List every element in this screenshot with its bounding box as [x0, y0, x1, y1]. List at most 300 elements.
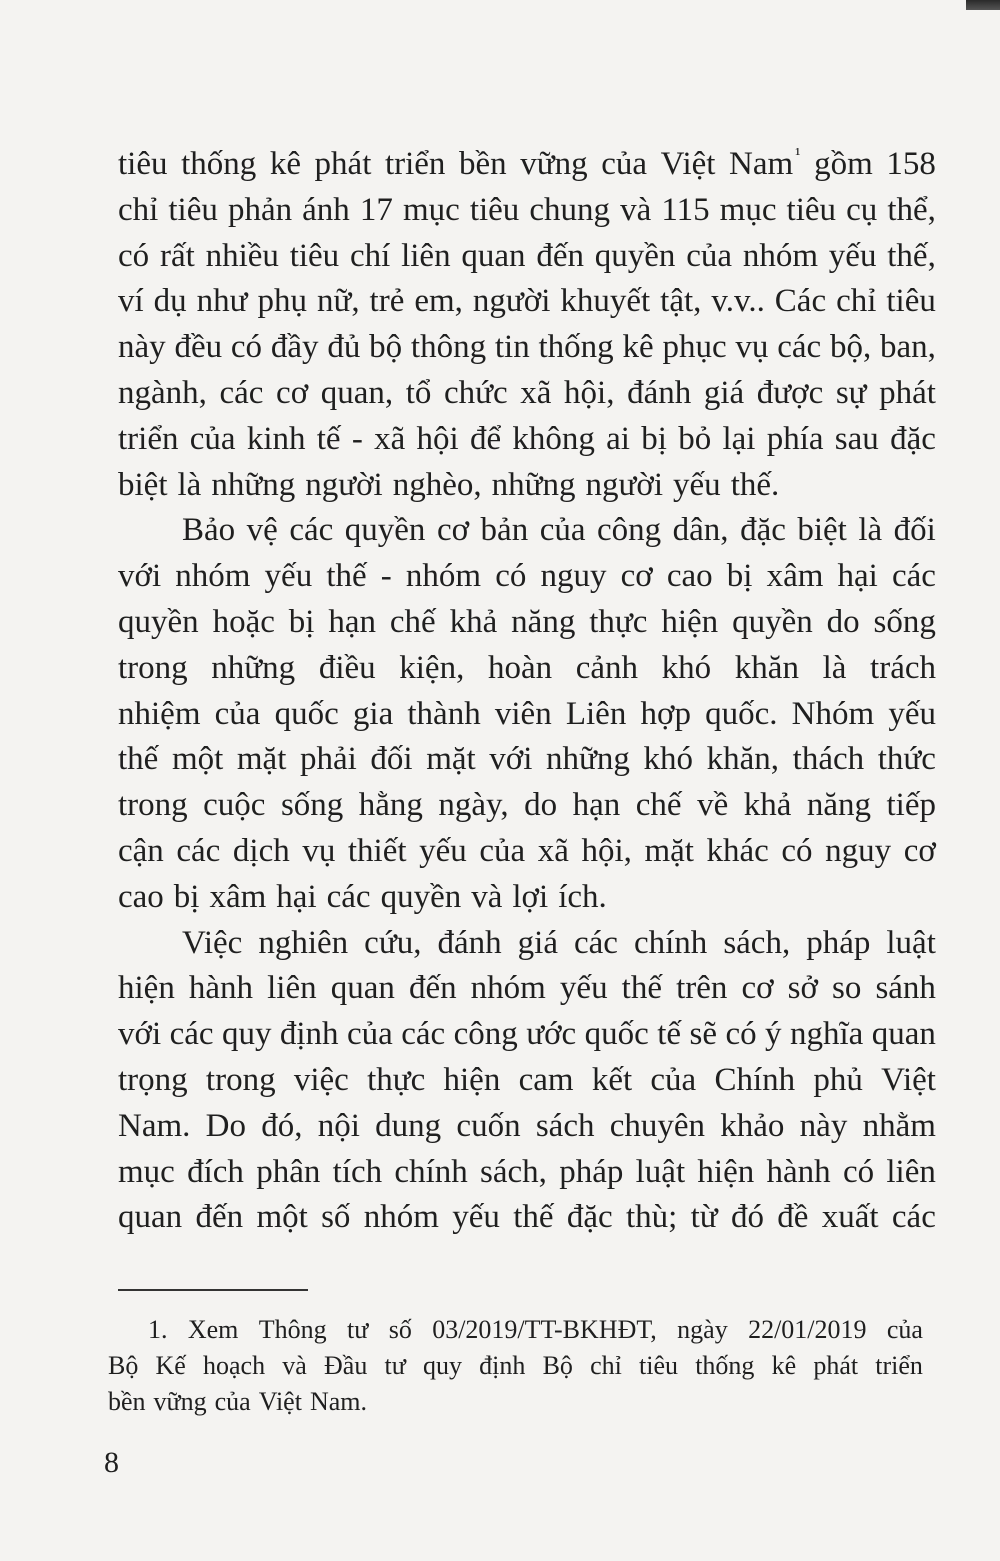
- word: thù;: [625, 1199, 678, 1236]
- word: là: [177, 466, 202, 503]
- footnote-word: và: [282, 1351, 307, 1380]
- word: tế: [657, 1016, 682, 1053]
- text-line: [118, 783, 936, 829]
- footnote-word: Thông: [258, 1315, 327, 1344]
- text-line: [118, 646, 936, 692]
- word: vệ: [246, 512, 278, 549]
- footnote-word: tư: [347, 1315, 369, 1344]
- footnote-word: Kế: [155, 1351, 186, 1380]
- text-line: [118, 554, 936, 600]
- word: các: [326, 878, 371, 915]
- word: với: [489, 741, 533, 778]
- word: pháp: [559, 1153, 624, 1190]
- footnote-reference: ¹: [795, 144, 801, 164]
- word: nghiên: [258, 924, 349, 961]
- word: nguy: [540, 558, 607, 595]
- word: và: [471, 878, 503, 915]
- footnote-word: Bộ: [542, 1351, 573, 1380]
- word: trẻ: [369, 283, 405, 320]
- word: hoặc: [212, 603, 275, 640]
- word: phục: [662, 329, 727, 366]
- word: quan: [871, 1016, 936, 1053]
- word: cuốn: [456, 1107, 521, 1144]
- word: phía: [766, 420, 824, 457]
- word: vụ: [735, 329, 769, 366]
- word: cảnh: [575, 649, 639, 686]
- word: quyền: [732, 603, 813, 640]
- footnote-line: [108, 1312, 923, 1348]
- word: đánh: [437, 924, 502, 961]
- word: nhóm: [405, 558, 482, 595]
- word: cơ: [741, 970, 774, 1007]
- word: 158: [886, 146, 936, 182]
- word: chung: [529, 191, 611, 228]
- footnote-word: 1.: [148, 1315, 168, 1344]
- word: kinh: [246, 420, 306, 457]
- word: nguy: [825, 832, 892, 869]
- word: chí: [349, 237, 391, 274]
- word: yếu: [673, 466, 721, 503]
- word: phát: [314, 146, 372, 182]
- word: phụ: [257, 283, 307, 320]
- word: pháp: [806, 924, 871, 961]
- footnote-word: của: [886, 1315, 923, 1344]
- footnote-word: vững: [153, 1387, 207, 1416]
- word: Bảo: [182, 512, 236, 549]
- footnote-word: Việt: [258, 1387, 302, 1416]
- word: 17: [359, 191, 393, 228]
- word: sự: [835, 374, 867, 411]
- word: yếu: [452, 1199, 500, 1236]
- text-line: [118, 1150, 936, 1196]
- word: ý: [765, 1016, 782, 1053]
- word: và: [620, 191, 652, 228]
- word: tích: [332, 1153, 383, 1190]
- word: quyền: [344, 512, 426, 549]
- word: Việt: [881, 1061, 936, 1098]
- footnote-word: số: [388, 1315, 412, 1344]
- word: khó: [643, 741, 694, 778]
- word: quyền: [380, 878, 462, 915]
- word: viên: [494, 695, 552, 732]
- word: mục: [402, 191, 460, 228]
- word: liên: [401, 237, 451, 274]
- word: quốc: [584, 1016, 649, 1053]
- footnote-word: chỉ: [590, 1351, 622, 1380]
- word: cuộc: [203, 787, 266, 824]
- word: hội,: [564, 374, 615, 411]
- word: để: [469, 420, 502, 457]
- word: thế,: [887, 237, 936, 274]
- word: ngành,: [118, 374, 207, 411]
- text-line: [118, 600, 936, 646]
- word: tiếp: [886, 787, 936, 824]
- word: triển: [118, 420, 179, 457]
- word: người: [585, 466, 664, 503]
- word: khảo: [720, 1107, 785, 1144]
- word: mặt: [236, 741, 287, 778]
- word: thế: [118, 741, 159, 778]
- word: bị: [726, 558, 753, 595]
- word: cơ: [436, 512, 470, 549]
- word: của: [479, 832, 526, 869]
- word: phân: [256, 1153, 321, 1190]
- word: đặc: [740, 512, 786, 549]
- word: tiêu: [289, 237, 340, 274]
- word: những: [546, 741, 630, 778]
- footnote-word: quy: [423, 1351, 462, 1380]
- word: khả: [449, 603, 498, 640]
- word: số: [321, 1199, 351, 1236]
- word: sách: [535, 1107, 595, 1144]
- word: nhiều: [205, 237, 279, 274]
- text-line: [118, 1104, 936, 1150]
- word: Việc: [182, 924, 243, 961]
- word: kiện,: [399, 649, 465, 686]
- word: này: [118, 329, 166, 366]
- word: phản: [227, 191, 293, 228]
- word: hành: [766, 1153, 831, 1190]
- word: luật: [886, 924, 936, 961]
- word: các: [777, 329, 822, 366]
- word: phải: [299, 741, 357, 778]
- footnote-word: Đầu: [324, 1351, 368, 1380]
- text-line: [118, 325, 936, 371]
- footnote-word: định: [479, 1351, 526, 1380]
- word: hiện: [661, 603, 719, 640]
- word: nhóm: [470, 970, 546, 1007]
- word: tin: [494, 329, 530, 366]
- word: hạn: [328, 603, 376, 640]
- footnote-word: hoạch: [203, 1351, 266, 1380]
- word: này: [799, 1107, 848, 1144]
- word: mục: [719, 191, 777, 228]
- word: gồm: [814, 146, 873, 182]
- word: nghĩa: [789, 1016, 864, 1053]
- word: đầy: [270, 329, 319, 366]
- word: đánh: [627, 374, 692, 411]
- word: nhóm: [742, 237, 818, 274]
- word: sẽ: [689, 1016, 717, 1053]
- word: hiện: [443, 1061, 501, 1098]
- word: quan: [330, 970, 395, 1007]
- word: nhóm: [363, 1199, 439, 1236]
- word: là: [858, 512, 883, 549]
- word: sau: [834, 420, 879, 457]
- footnote-word: Bộ: [108, 1351, 139, 1380]
- word: tổ: [405, 374, 432, 411]
- word: quốc: [274, 695, 339, 732]
- word: tiêu: [469, 191, 520, 228]
- word: xâm: [766, 558, 824, 595]
- word: Chính: [714, 1061, 796, 1098]
- word: nữ,: [316, 283, 360, 320]
- word: như: [196, 283, 248, 320]
- word: không: [512, 420, 595, 457]
- word: giá: [703, 374, 745, 411]
- footnote-word: triển: [875, 1351, 923, 1380]
- word: xã: [537, 832, 569, 869]
- word: chính: [633, 924, 708, 961]
- word: hội: [416, 420, 459, 457]
- footnote-word: 03/2019/TT-BKHĐT,: [432, 1315, 657, 1344]
- word: xâm: [209, 878, 267, 915]
- word: định: [279, 1016, 339, 1053]
- word: các: [574, 924, 618, 961]
- word: Do: [205, 1107, 246, 1144]
- word: những: [491, 466, 576, 503]
- word: khả: [743, 787, 792, 824]
- text-line: [118, 463, 936, 509]
- word: khăn: [734, 649, 799, 686]
- word: nội: [317, 1107, 360, 1144]
- text-line: [118, 417, 936, 463]
- footnote-divider: [118, 1289, 308, 1291]
- word: các: [176, 832, 221, 869]
- word: hành: [188, 970, 254, 1007]
- word: hại: [837, 558, 878, 595]
- word: bộ,: [829, 329, 872, 366]
- word: của: [347, 1016, 393, 1053]
- word: bộ: [369, 329, 403, 366]
- word: nhằm: [862, 1107, 936, 1144]
- word: cụ: [846, 191, 878, 228]
- text-line: [118, 737, 936, 783]
- word: kết: [591, 1061, 633, 1098]
- text-line: [118, 875, 936, 921]
- word: bị: [641, 420, 667, 457]
- word: vững: [520, 146, 588, 182]
- text-line: [118, 279, 936, 325]
- word: hội,: [581, 832, 632, 869]
- word: các: [891, 558, 936, 595]
- word: rất: [159, 237, 195, 274]
- word: triển: [384, 146, 446, 182]
- footnote-line: [108, 1384, 923, 1420]
- word: các: [219, 374, 264, 411]
- word: những: [211, 649, 296, 686]
- text-line: [118, 142, 936, 188]
- word: yếu: [888, 695, 936, 732]
- word: việc: [293, 1061, 349, 1098]
- word: với: [118, 558, 162, 595]
- page-edge-shadow: [966, 0, 1000, 10]
- word: quan,: [320, 374, 394, 411]
- word: mặt: [644, 832, 694, 869]
- word: thực: [589, 603, 648, 640]
- word: xã: [374, 420, 406, 457]
- word: tiêu: [886, 283, 936, 320]
- word: của: [539, 512, 586, 549]
- word: một: [256, 1199, 308, 1236]
- word: ban,: [879, 329, 936, 366]
- footnote-line: [108, 1348, 923, 1384]
- footnote-word: tiêu: [639, 1351, 679, 1380]
- word: sách,: [723, 924, 791, 961]
- footnote-word: Xem: [187, 1315, 239, 1344]
- word: nghèo,: [392, 466, 482, 503]
- word: vụ: [302, 832, 336, 869]
- text-line: [118, 371, 936, 417]
- text-line: [118, 1058, 936, 1104]
- word: có: [230, 329, 263, 366]
- word: ví: [118, 283, 144, 320]
- word: chức: [444, 374, 508, 411]
- word: khăn,: [706, 741, 780, 778]
- word: thiết: [347, 832, 407, 869]
- word: cơ: [276, 374, 309, 411]
- word: lợi: [512, 878, 549, 915]
- word: công: [453, 1016, 518, 1053]
- word: quan: [118, 1199, 183, 1236]
- footnote-word: 22/01/2019: [748, 1315, 867, 1344]
- word: điều: [318, 649, 376, 686]
- word: trọng: [118, 1061, 188, 1098]
- word: sống: [280, 787, 344, 824]
- word: kê: [622, 329, 654, 366]
- main-body-text: [118, 142, 936, 1241]
- word: ngày,: [438, 787, 509, 824]
- word: của: [214, 695, 261, 732]
- word: thế: [326, 558, 367, 595]
- word: hạn: [572, 787, 621, 824]
- word: được: [756, 374, 824, 411]
- word: hoàn: [487, 649, 553, 686]
- word: yếu: [828, 237, 877, 274]
- text-line: [118, 1195, 936, 1241]
- word: liên: [886, 1153, 936, 1190]
- word: đề: [777, 1199, 809, 1236]
- word: bền: [459, 146, 507, 182]
- word: ích.: [558, 878, 607, 915]
- word: đối: [893, 512, 936, 549]
- word: Nhóm: [791, 695, 875, 732]
- word: kê: [269, 146, 301, 182]
- word: sở: [787, 970, 818, 1007]
- word: những: [211, 466, 296, 503]
- word: quốc.: [705, 695, 778, 732]
- text-line: [118, 966, 936, 1012]
- word: cận: [118, 832, 164, 869]
- word: cơ: [903, 832, 936, 869]
- word: thống: [538, 329, 614, 366]
- page-number: 8: [104, 1446, 119, 1479]
- word: thế.: [730, 466, 780, 503]
- text-line: [118, 508, 936, 554]
- word: chế: [635, 787, 682, 824]
- footnote-word: Nam.: [309, 1387, 367, 1416]
- footnote-word: ngày: [677, 1315, 728, 1344]
- word: quy: [221, 1016, 272, 1053]
- word: tật,: [660, 283, 702, 320]
- word: biệt: [118, 466, 168, 503]
- word: đủ: [327, 329, 361, 366]
- word: thông: [410, 329, 487, 366]
- word: thế: [621, 970, 662, 1007]
- word: nhóm: [175, 558, 251, 595]
- word: bỏ: [678, 420, 712, 457]
- word: yếu: [419, 832, 467, 869]
- word: thể,: [887, 191, 936, 228]
- word: phát: [879, 374, 936, 411]
- word: -: [351, 420, 363, 457]
- word: chỉ: [118, 191, 159, 228]
- footnote-word: tư: [384, 1351, 406, 1380]
- word: có: [725, 1016, 757, 1053]
- paragraph-3: [118, 921, 936, 1242]
- word: các: [169, 1016, 214, 1053]
- word: bị: [288, 603, 315, 640]
- word: có: [842, 1153, 875, 1190]
- footnote-section: [108, 1312, 923, 1420]
- word: quyền: [594, 237, 676, 274]
- word: liên: [267, 970, 317, 1007]
- word: dân,: [672, 512, 729, 549]
- word: của: [601, 146, 648, 182]
- word: thành: [407, 695, 481, 732]
- word: sống: [873, 603, 936, 640]
- word: trong: [205, 1061, 276, 1098]
- footnote-word: bền: [108, 1387, 146, 1416]
- word: ánh: [302, 191, 350, 228]
- word: nhiệm: [118, 695, 201, 732]
- text-line: [118, 829, 936, 875]
- word: so: [832, 970, 862, 1007]
- word: khuyết: [560, 283, 651, 320]
- word: đối: [370, 741, 413, 778]
- word-text: Nam: [729, 146, 794, 182]
- word: chế: [389, 603, 436, 640]
- word: ai: [606, 420, 630, 457]
- word: hợp: [640, 695, 691, 732]
- word: chỉ: [836, 283, 877, 320]
- word: do: [524, 787, 558, 824]
- word: gia: [352, 695, 394, 732]
- word: yếu: [264, 558, 313, 595]
- word: Liên: [565, 695, 627, 732]
- word: là: [822, 649, 847, 686]
- word: hiện: [118, 970, 175, 1007]
- word: biệt: [797, 512, 847, 549]
- paragraph-1: [118, 142, 936, 508]
- footnote-word: của: [214, 1387, 251, 1416]
- word: cứu,: [364, 924, 422, 961]
- word: của: [650, 1061, 697, 1098]
- word: hại: [276, 878, 317, 915]
- footnote-word: phát: [813, 1351, 859, 1380]
- word: các: [891, 1199, 936, 1236]
- word: ước: [526, 1016, 577, 1053]
- text-line: [118, 1012, 936, 1058]
- word: đặc: [890, 420, 936, 457]
- word: cơ: [620, 558, 653, 595]
- word: chính: [394, 1153, 468, 1190]
- word: thách: [792, 741, 865, 778]
- word: người: [472, 283, 551, 320]
- text-line: [118, 921, 936, 967]
- word: có: [781, 832, 813, 869]
- word: lại: [722, 420, 756, 457]
- word: quyền: [118, 603, 199, 640]
- word: khó: [661, 649, 712, 686]
- word: yếu: [559, 970, 608, 1007]
- word: sánh: [875, 970, 936, 1007]
- word: về: [697, 787, 729, 824]
- text-line: [118, 234, 936, 280]
- word: đó,: [261, 1107, 303, 1144]
- word: dịch: [232, 832, 290, 869]
- word: có: [495, 558, 527, 595]
